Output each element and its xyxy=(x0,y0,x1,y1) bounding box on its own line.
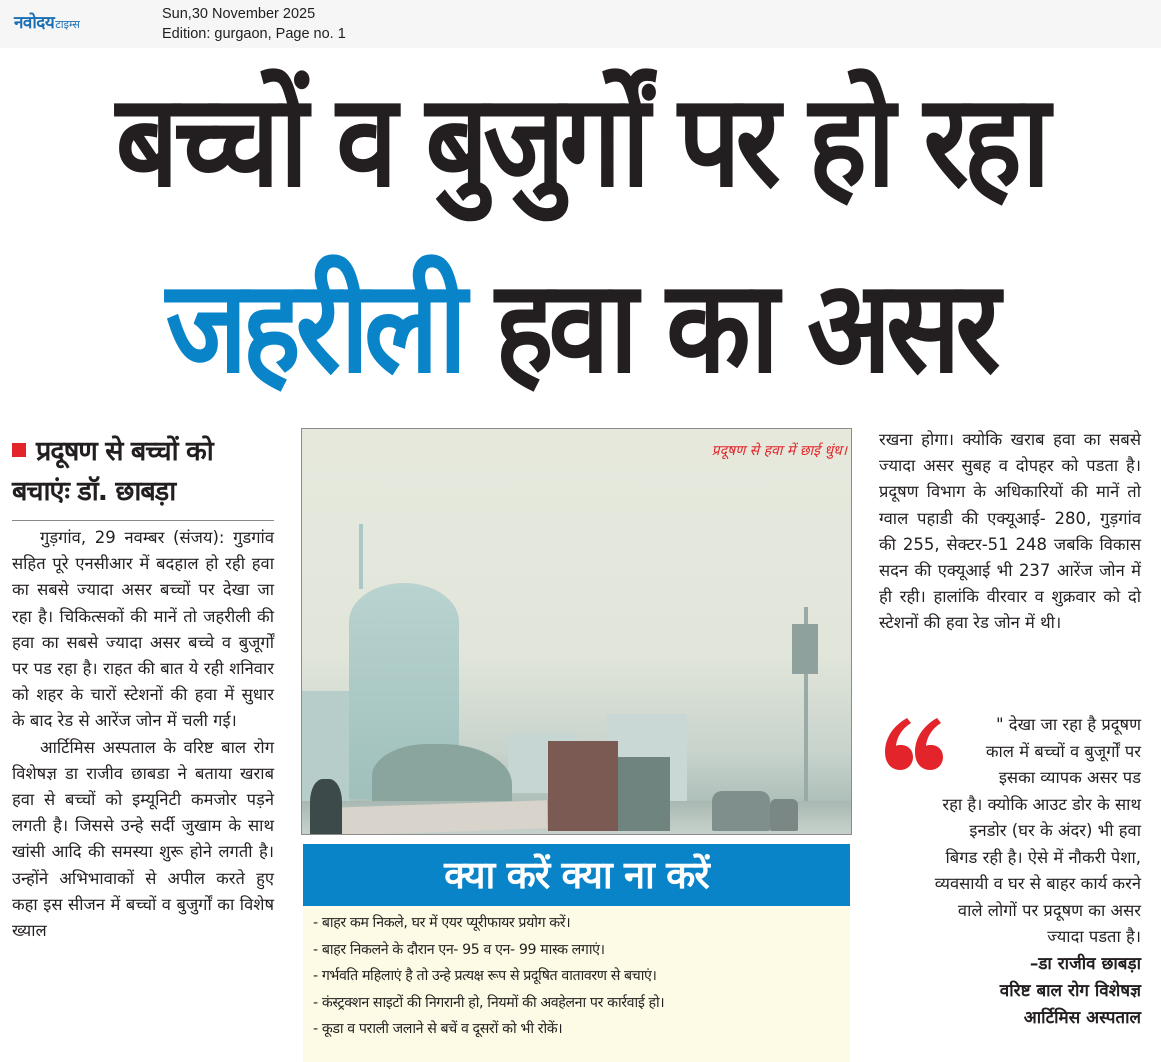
attribution-name: –डा राजीव छाबड़ा xyxy=(1029,953,1141,974)
left-article-column xyxy=(12,432,274,944)
quote-line: " देखा जा रहा है प्रदूषण xyxy=(995,715,1141,734)
newspaper-logo[interactable] xyxy=(14,10,80,32)
sub-headline xyxy=(12,432,274,512)
article-paragraph: आर्टिमिस अस्पताल के वरिष्ट बाल रोग विशेषज्ञ डा राजीव छाबडा ने बताया खराब हवा से बच्चों को इम्यूनिटी कमजोर पड़ने लगती है। जिससे उन्हे सर्दी जुखाम के साथ खांसी आदि की समस्या शुरू होने लगती है। उन्होंने अभिभावाकों से अपील करते हुए कहा इस सीजन में बच्चों व बुजुर्गों का विशेष ख्याल xyxy=(12,737,274,941)
attribution-title: वरिष्ट बाल रोग विशेषज्ञ xyxy=(999,980,1141,1001)
red-square-bullet-icon xyxy=(12,443,26,457)
logo-sub-text: टाइम्स xyxy=(55,18,80,31)
dos-donts-box xyxy=(303,906,850,1062)
list-item: - कूडा व पराली जलाने से बचें व दूसरों को भी रोकें। xyxy=(313,1021,563,1037)
dos-donts-list xyxy=(313,910,840,1043)
headline-line-1: बच्चों व बुजुर्गों पर हो रहा xyxy=(115,67,1046,216)
headline-line-2-rest: हवा का असर xyxy=(461,253,996,402)
list-item: - बाहर कम निकले, घर में एयर प्यूरीफायर प्रयोग करें। xyxy=(313,915,571,931)
article-paragraph: गुड़गांव, 29 नवम्बर (संजय): गुडगांव सहित पूरे एनसीआर में बदहाल हो रही हवा का सबसे ज्यादा असर बच्चों पर देखा जा रहा है। चिकित्सकों की मानें तो जहरीली की हवा का सबसे ज्यादा असर बच्चे व बुजूर्गों पर पड रहा है। राहत की बात ये रही शनिवार को शहर के चारों स्टेशनों की हवा में सुधार के बाद रेड से आरेंज जोन में चली गई। xyxy=(12,528,274,731)
quote-line: व्यवसायी व घर से बाहर कार्य करने xyxy=(934,874,1141,893)
smog-photo xyxy=(301,428,852,835)
article-paragraph: रखना होगा। क्योकि खराब हवा का सबसे ज्यादा असर सुबह व दोपहर को पडता है। प्रदूषण विभाग के अधिकारियों की मानें तो ग्वाल पहाडी की एक्यूआई- 280, गुड़गांव की 255, सेक्टर-51 248 जबकि विकास सदन की एक्यूआई भी 237 आरेंज जोन में ही रही। हालांकि वीरवार व शुक्रवार को दो स्टेशनों की हवा रेड जोन में थी। xyxy=(879,430,1141,633)
photo-tower-spire xyxy=(359,524,363,589)
quote-line: रहा है। क्योकि आउट डोर के साथ xyxy=(942,794,1141,814)
quote-line: ज्यादा पडता है। xyxy=(1047,927,1141,946)
list-item: - कंस्ट्रक्शन साइटों की निगरानी हो, नियमों की अवहेलना पर कार्रवाई हो। xyxy=(313,994,665,1011)
headline-line-2 xyxy=(81,248,1079,408)
photo-light-pole-head xyxy=(792,624,818,674)
divider xyxy=(12,520,274,521)
quote-line: इसका व्यापक असर पड xyxy=(998,768,1141,787)
quote-attribution xyxy=(879,951,1141,1032)
edition-meta xyxy=(162,4,346,44)
list-item: - गर्भवति महिलाएं है तो उन्हे प्रत्यक्ष रूप से प्रदूषित वातावरण से बचाएं। xyxy=(313,968,657,984)
top-bar xyxy=(0,0,1161,48)
photo-car xyxy=(712,791,770,831)
quote-line: वाले लोगों पर प्रदूषण का असर xyxy=(957,900,1141,920)
photo-caption: प्रदूषण से हवा में छाई धुंध। xyxy=(711,443,847,459)
logo-main-text: नवोदय xyxy=(14,13,55,33)
publication-date: Sun,30 November 2025 xyxy=(162,6,316,22)
sub-headline-line-1: प्रदूषण से बच्चों को xyxy=(36,436,213,467)
photo-truck xyxy=(618,757,670,831)
quote-line: इनडोर (घर के अंदर) भी हवा xyxy=(969,821,1141,840)
attribution-org: आर्टिमिस अस्पताल xyxy=(1023,1007,1141,1028)
photo-truck xyxy=(548,741,618,831)
quote-mark-icon xyxy=(879,714,943,774)
article-body xyxy=(12,525,274,944)
sub-headline-line-2: बचाएंः डॉ. छाबड़ा xyxy=(12,476,176,507)
photo-motorcyclist xyxy=(310,779,342,835)
quote-line: काल में बच्चों व बुजूर्गों पर xyxy=(985,741,1141,761)
quote-line: बिगड रही है। ऐसे में नौकरी पेशा, xyxy=(945,847,1141,867)
dos-donts-header xyxy=(303,844,850,906)
doctor-quote xyxy=(879,712,1141,1032)
edition-page: Edition: gurgaon, Page no. 1 xyxy=(162,26,346,42)
list-item: - बाहर निकलने के दौरान एन- 95 व एन- 99 मास्क लगाएं। xyxy=(313,941,605,958)
dos-donts-title: क्या करें क्या ना करें xyxy=(444,853,709,897)
right-article-column xyxy=(879,427,1141,637)
headline-highlight: जहरीली xyxy=(165,253,462,402)
photo-car xyxy=(770,799,798,831)
